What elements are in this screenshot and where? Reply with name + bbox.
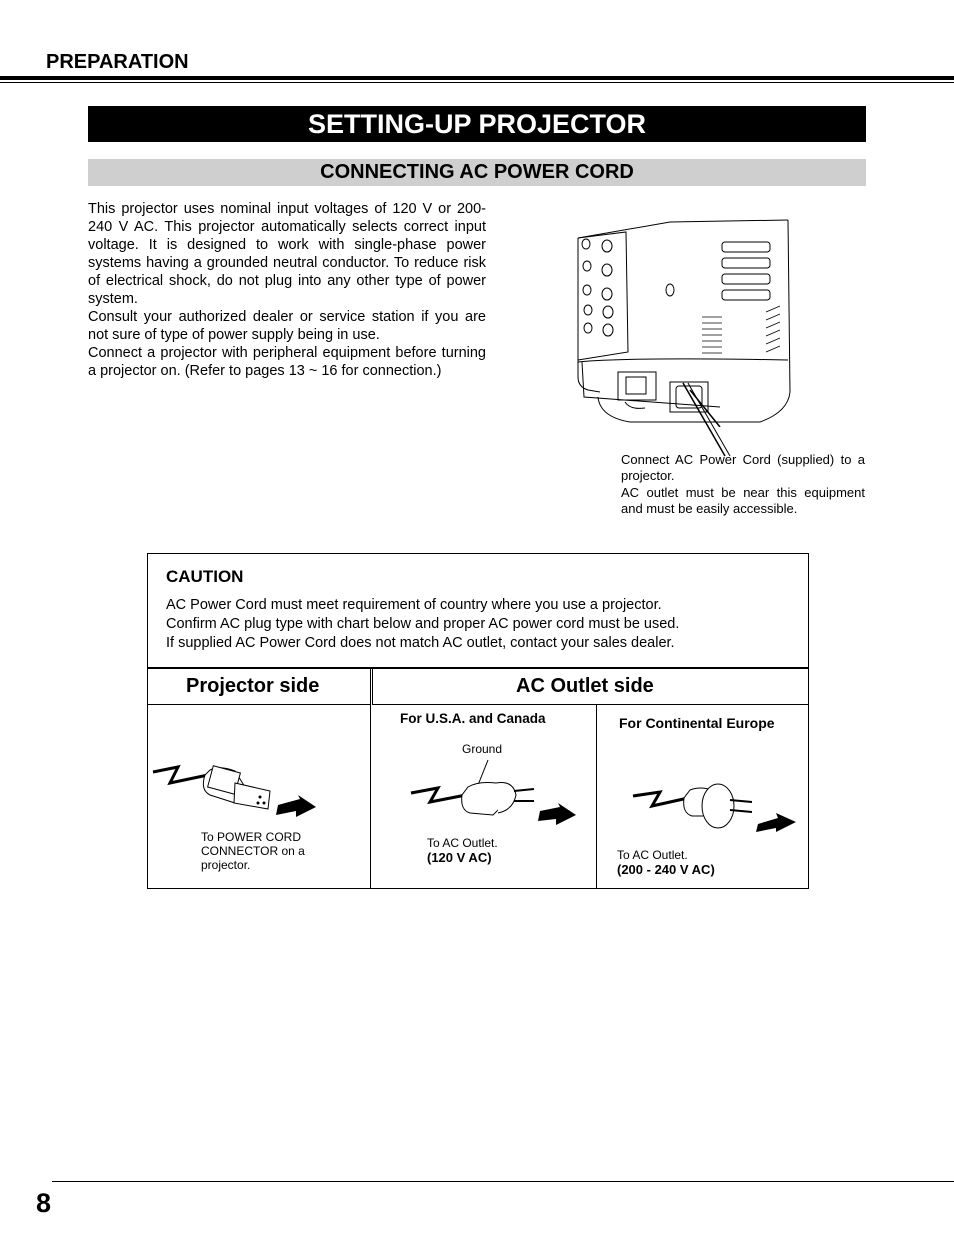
intro-paragraph-2: Consult your authorized dealer or service station if you are not sure of type of power supply being in use. bbox=[88, 309, 486, 343]
intro-text bbox=[88, 200, 486, 380]
caution-line-3: If supplied AC Power Cord does not match AC outlet, contact your sales dealer. bbox=[166, 635, 675, 651]
usa-voltage: (120 V AC) bbox=[427, 850, 492, 865]
connect-note-line-2: AC outlet must be near this equipment and must be easily accessible. bbox=[621, 484, 865, 516]
table-divider bbox=[372, 668, 373, 704]
page-title: SETTING-UP PROJECTOR bbox=[88, 106, 866, 142]
caution-title: CAUTION bbox=[166, 567, 244, 586]
continental-europe-label: For Continental Europe bbox=[619, 715, 775, 731]
bottom-rule bbox=[52, 1181, 954, 1182]
table-header-rule bbox=[372, 704, 809, 705]
usa-canada-label: For U.S.A. and Canada bbox=[400, 711, 546, 726]
projector-side-header: Projector side bbox=[186, 675, 320, 697]
table-divider bbox=[596, 704, 597, 889]
caution-line-1: AC Power Cord must meet requirement of country where you use a projector. bbox=[166, 597, 662, 613]
projector-caption: To POWER CORD CONNECTOR on a projector. bbox=[201, 830, 305, 872]
section-subtitle: CONNECTING AC POWER CORD bbox=[88, 159, 866, 186]
caution-line-2: Confirm AC plug type with chart below and proper AC power cord must be used. bbox=[166, 616, 680, 632]
europe-caption: To AC Outlet. bbox=[617, 848, 688, 862]
connect-note-line-1: Connect AC Power Cord (supplied) to a projector. bbox=[621, 452, 865, 484]
ground-label: Ground bbox=[462, 742, 503, 756]
usa-caption: To AC Outlet. bbox=[427, 836, 498, 850]
pointer-line bbox=[680, 380, 740, 460]
table-header-rule bbox=[147, 704, 371, 705]
europe-plug-illustration bbox=[630, 768, 800, 838]
intro-paragraph-3: Connect a projector with peripheral equipment before turning a projector on. (Refer to pages 13 ~ 16 for connection.) bbox=[88, 345, 486, 379]
caution-text bbox=[166, 596, 679, 653]
intro-paragraph-1: This projector uses nominal input voltages of 120 V or 200-240 V AC. This projector automatically selects correct input voltage. It is designed to work with single-phase power systems having a grounded neutral conductor. To reduce risk of electrical shock, do not plug into any other type of power system. bbox=[88, 201, 486, 307]
table-divider bbox=[370, 668, 371, 889]
top-rule-thin bbox=[0, 82, 954, 83]
top-rule bbox=[0, 76, 954, 80]
iec-connector-plug-illustration bbox=[150, 745, 320, 825]
usa-plug-illustration bbox=[408, 755, 588, 830]
ac-outlet-side-header: AC Outlet side bbox=[516, 675, 654, 697]
europe-voltage: (200 - 240 V AC) bbox=[617, 862, 715, 877]
connect-note bbox=[621, 452, 865, 517]
page-number: 8 bbox=[36, 1188, 52, 1218]
section-label: PREPARATION bbox=[46, 51, 189, 73]
